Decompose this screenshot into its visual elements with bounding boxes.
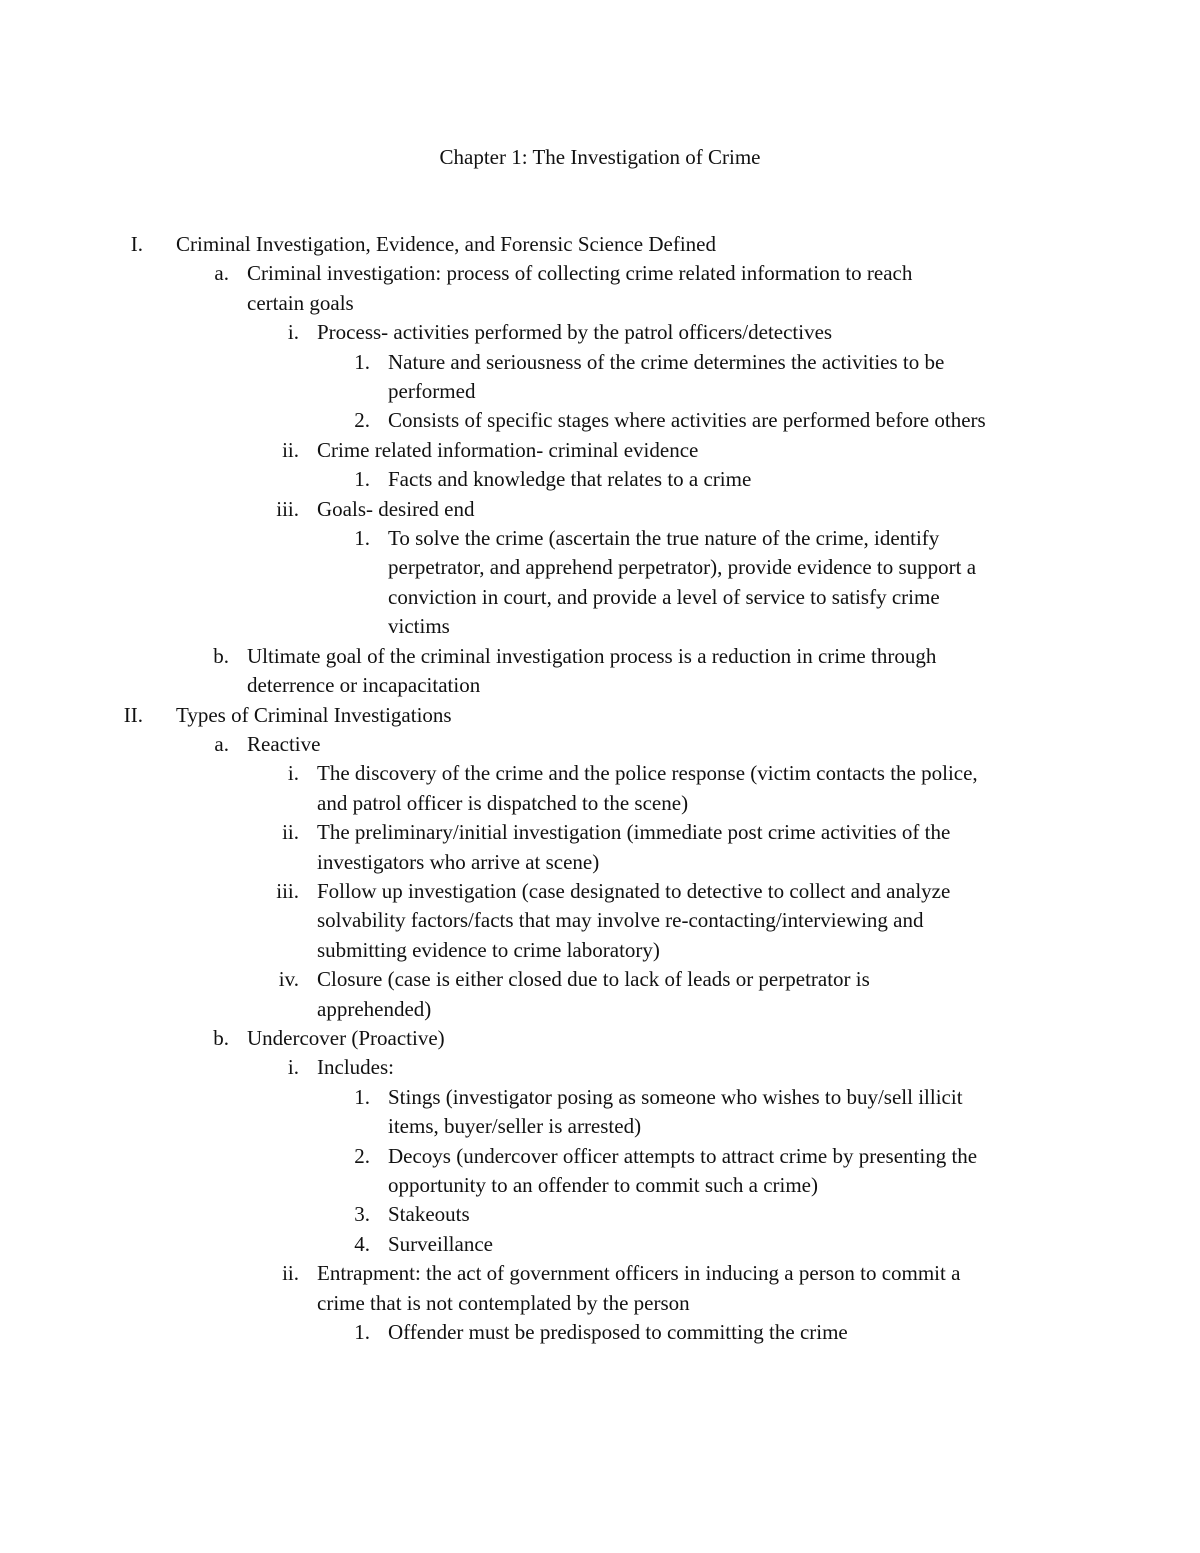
outline-item-level-1: [0, 701, 1200, 730]
outline-item-level-1: [0, 230, 1200, 259]
list-item-text: crime that is not contemplated by the person: [317, 1290, 690, 1315]
list-item-text: The discovery of the crime and the police response (victim contacts the police,: [317, 761, 978, 786]
list-item-text: perpetrator, and apprehend perpetrator), provide evidence to support a: [388, 555, 977, 580]
outline-item-level-4: [0, 1142, 1200, 1201]
list-item-text: Includes:: [317, 1055, 394, 1080]
list-marker: 2.: [354, 408, 370, 433]
list-item-text: Entrapment: the act of government officers in inducing a person to commit a: [317, 1261, 961, 1286]
outline-item-level-3: [0, 1053, 1200, 1082]
list-item-text: The preliminary/initial investigation (immediate post crime activities of the: [317, 820, 951, 845]
list-item-text: opportunity to an offender to commit such a crime): [388, 1173, 818, 1197]
list-marker: II.: [123, 702, 143, 727]
list-item-text: Stings (investigator posing as someone who wishes to buy/sell illicit: [388, 1084, 963, 1109]
list-marker: ii.: [282, 437, 299, 462]
list-item-text: solvability factors/facts that may involve re-contacting/interviewing and: [317, 908, 924, 933]
list-item-text: deterrence or incapacitation: [247, 673, 481, 698]
list-item-text: Goals- desired end: [317, 496, 475, 521]
outline-item-level-4: [0, 1230, 1200, 1259]
list-marker: i.: [287, 1055, 299, 1080]
outline-item-level-4: [0, 524, 1200, 642]
outline-item-level-3: [0, 436, 1200, 465]
list-item-text: Process- activities performed by the patrol officers/detectives: [317, 320, 833, 345]
list-item-text: submitting evidence to crime laboratory): [317, 937, 660, 962]
list-marker: 1.: [354, 1320, 370, 1345]
list-marker: ii.: [282, 1261, 299, 1286]
list-item-text: Criminal Investigation, Evidence, and Forensic Science Defined: [176, 232, 717, 256]
list-marker: 1.: [354, 349, 370, 374]
list-marker: ii.: [282, 820, 299, 845]
list-marker: 2.: [354, 1143, 370, 1168]
list-item-text: investigators who arrive at scene): [317, 849, 600, 874]
list-marker: iv.: [278, 967, 299, 992]
list-item-text: Undercover (Proactive): [247, 1025, 445, 1050]
list-marker: b.: [213, 643, 229, 668]
page-title: Chapter 1: The Investigation of Crime: [439, 145, 761, 169]
list-item-text: To solve the crime (ascertain the true nature of the crime, identify: [388, 526, 940, 551]
list-item-text: Reactive: [247, 731, 321, 756]
list-item-text: Closure (case is either closed due to lack of leads or perpetrator is: [317, 967, 870, 992]
outline-item-level-4: [0, 348, 1200, 407]
list-marker: 1.: [354, 467, 370, 492]
list-item-text: certain goals: [247, 290, 354, 315]
outline-item-level-4: [0, 465, 1200, 494]
list-item-text: Nature and seriousness of the crime determines the activities to be: [388, 349, 945, 374]
outline-list: [0, 230, 1200, 1347]
list-item-text: victims: [388, 614, 450, 639]
outline-item-level-3: [0, 1259, 1200, 1318]
list-item-text: Surveillance: [388, 1231, 493, 1256]
list-marker: 3.: [354, 1202, 370, 1227]
list-item-text: conviction in court, and provide a level of service to satisfy crime: [388, 584, 940, 609]
outline-item-level-4: [0, 1083, 1200, 1142]
list-marker: i.: [287, 320, 299, 345]
list-item-text: apprehended): [317, 996, 432, 1021]
list-marker: 1.: [354, 1084, 370, 1109]
outline-item-level-4: [0, 1200, 1200, 1229]
list-item-text: Follow up investigation (case designated to detective to collect and analyze: [317, 878, 951, 903]
list-item-text: items, buyer/seller is arrested): [388, 1114, 642, 1139]
outline-item-level-3: [0, 877, 1200, 965]
outline-item-level-3: [0, 318, 1200, 347]
list-item-text: and patrol officer is dispatched to the scene): [317, 790, 689, 815]
list-marker: I.: [130, 232, 143, 256]
list-marker: i.: [287, 761, 299, 786]
list-item-text: Stakeouts: [388, 1202, 470, 1227]
outline-item-level-2: [0, 259, 1200, 318]
list-item-text: Consists of specific stages where activities are performed before others: [388, 408, 986, 433]
list-item-text: Ultimate goal of the criminal investigation process is a reduction in crime through: [247, 643, 937, 668]
outline-item-level-3: [0, 818, 1200, 877]
list-item-text: Offender must be predisposed to committing the crime: [388, 1320, 848, 1345]
outline-item-level-2: [0, 642, 1200, 701]
list-marker: iii.: [276, 496, 299, 521]
list-item-text: Decoys (undercover officer attempts to attract crime by presenting the: [388, 1143, 978, 1168]
list-marker: b.: [213, 1025, 229, 1050]
list-item-text: Types of Criminal Investigations: [176, 702, 452, 727]
list-item-text: Crime related information- criminal evidence: [317, 437, 699, 462]
list-item-text: performed: [388, 379, 476, 404]
outline-item-level-2: [0, 1024, 1200, 1053]
list-item-text: Facts and knowledge that relates to a crime: [388, 467, 752, 492]
outline-item-level-4: [0, 406, 1200, 435]
outline-item-level-4: [0, 1318, 1200, 1347]
list-marker: a.: [214, 261, 229, 286]
list-marker: 4.: [354, 1231, 370, 1256]
list-marker: a.: [214, 731, 229, 756]
list-marker: 1.: [354, 526, 370, 551]
outline-item-level-3: [0, 759, 1200, 818]
outline-item-level-3: [0, 495, 1200, 524]
outline-item-level-3: [0, 965, 1200, 1024]
outline-item-level-2: [0, 730, 1200, 759]
list-marker: iii.: [276, 878, 299, 903]
list-item-text: Criminal investigation: process of collecting crime related information to reach: [247, 261, 913, 286]
